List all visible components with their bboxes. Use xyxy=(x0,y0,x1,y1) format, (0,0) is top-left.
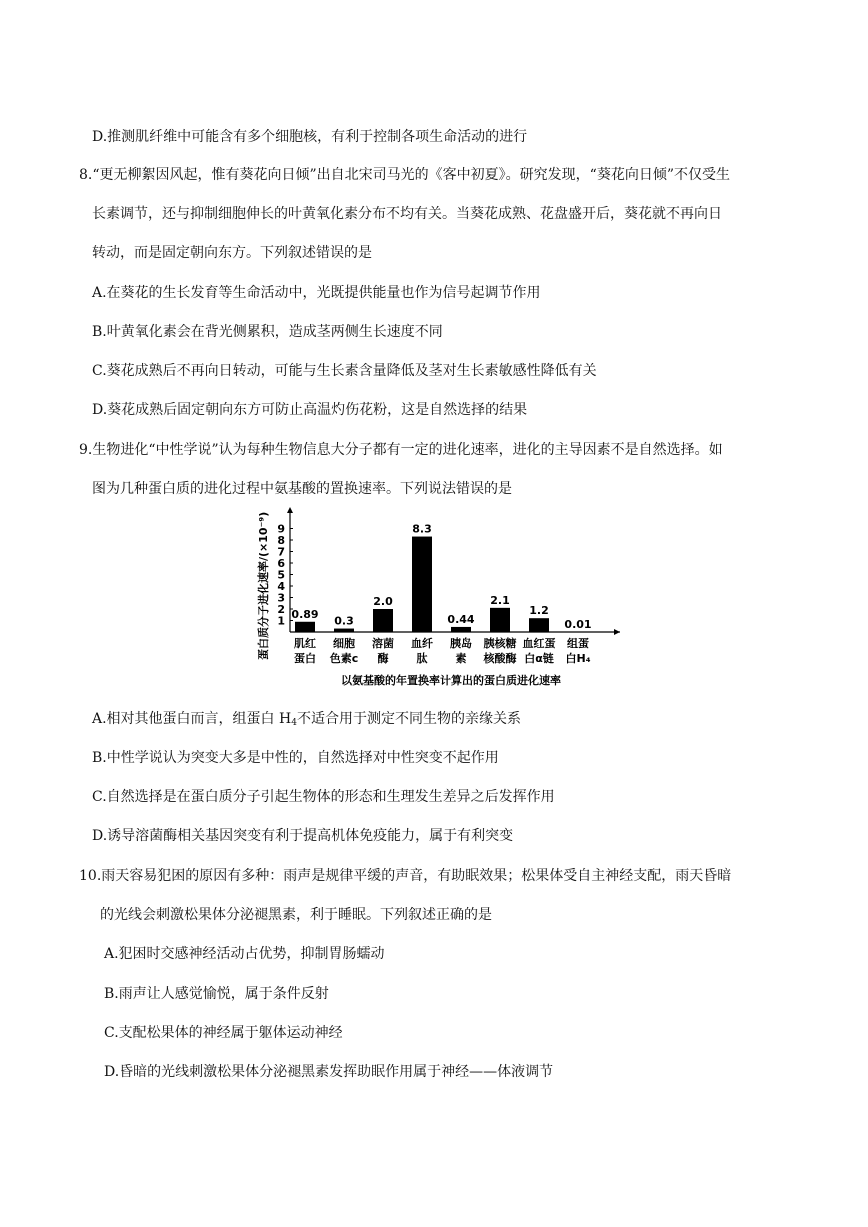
bar xyxy=(529,618,549,632)
bar-value-label: 0.89 xyxy=(291,607,319,621)
q8-stem-line-3: 转动，而是固定朝向东方。下列叙述错误的是 xyxy=(92,245,372,261)
y-axis-label xyxy=(256,512,270,660)
bar xyxy=(373,609,393,632)
bar xyxy=(451,627,471,632)
q8-option-b: B.叶黄氧化素会在背光侧累积，造成茎两侧生长速度不同 xyxy=(92,324,443,340)
q8-stem-line-2: 长素调节，还与抑制细胞伸长的叶黄氧化素分布不均有关。当葵花成熟、花盘盛开后，葵花就不再向日 xyxy=(92,206,722,222)
y-tick-label: 7 xyxy=(277,545,285,559)
bar xyxy=(568,632,588,633)
x-axis-caption: 以氨基酸的年置换率计算出的蛋白质进化速率 xyxy=(341,674,561,687)
x-category-label: 血纤 xyxy=(411,637,433,650)
x-category-label: 胰岛 xyxy=(450,637,472,650)
q9-option-c: C.自然选择是在蛋白质分子引起生物体的形态和生理发生差异之后发挥作用 xyxy=(92,789,555,805)
x-category-label: 组蛋 xyxy=(567,637,589,650)
q7-option-d: D.推测肌纤维中可能含有多个细胞核，有利于控制各项生命活动的进行 xyxy=(92,129,528,145)
x-category-label: 胰核糖 xyxy=(483,637,517,650)
q9-option-b: B.中性学说认为突变大多是中性的，自然选择对中性突变不起作用 xyxy=(92,750,499,766)
x-category-label: 肌红 xyxy=(294,637,316,650)
q9-stem-line-1: 9.生物进化“中性学说”认为每种生物信息大分子都有一定的进化速率，进化的主导因素不是自然选择。如 xyxy=(79,442,723,458)
bar-value-label: 0.44 xyxy=(447,612,475,626)
y-axis-arrow xyxy=(287,507,293,513)
y-tick-label: 2 xyxy=(277,603,285,616)
bar xyxy=(490,608,510,632)
y-tick-label: 8 xyxy=(277,534,285,547)
q10-option-c: C.支配松果体的神经属于躯体运动神经 xyxy=(104,1025,343,1041)
x-category-label: 核酸酶 xyxy=(483,652,517,665)
bar xyxy=(295,622,315,632)
q10-option-a: A.犯困时交感神经活动占优势，抑制胃肠蠕动 xyxy=(104,946,385,962)
bar xyxy=(334,629,354,632)
x-category-label: 蛋白 xyxy=(294,652,316,665)
x-category-label: 白H₄ xyxy=(565,652,591,665)
q8-option-a: A.在葵花的生长发育等生命活动中，光既提供能量也作为信号起调节作用 xyxy=(92,285,541,301)
y-tick-label: 3 xyxy=(277,591,285,605)
q9-option-a-text-end: 不适合用于测定不同生物的亲缘关系 xyxy=(296,711,521,727)
q10-stem-line-1: 10.雨天容易犯困的原因有多种：雨声是规律平缓的声音，有助眠效果；松果体受自主神经支配，雨天昏暗 xyxy=(79,868,732,884)
y-tick-label: 1 xyxy=(277,614,285,628)
x-category-label: 血红蛋 xyxy=(522,637,556,650)
q8-option-d: D.葵花成熟后固定朝向东方可防止高温灼伤花粉，这是自然选择的结果 xyxy=(92,402,528,418)
x-axis-arrow xyxy=(614,629,620,635)
q8-stem-line-1: 8.“更无柳絮因风起，惟有葵花向日倾”出自北宋司马光的《客中初夏》。研究发现，“葵花向日倾”不仅受生 xyxy=(79,167,730,183)
q10-option-d: D.昏暗的光线刺激松果体分泌褪黑素发挥助眠作用属于神经——体液调节 xyxy=(104,1064,554,1080)
x-category-label: 细胞 xyxy=(333,637,355,650)
q9-stem-line-2: 图为几种蛋白质的进化过程中氨基酸的置换速率。下列说法错误的是 xyxy=(92,481,512,497)
q10-stem-line-2: 的光线会刺激松果体分泌褪黑素，利于睡眠。下列叙述正确的是 xyxy=(100,907,492,923)
q8-option-c: C.葵花成熟后不再向日转动，可能与生长素含量降低及茎对生长素敏感性降低有关 xyxy=(92,363,597,379)
x-category-label: 肽 xyxy=(416,652,428,665)
y-tick-label: 4 xyxy=(277,580,285,593)
protein-evolution-rate-chart xyxy=(255,503,625,691)
x-category-label: 白α链 xyxy=(524,652,554,665)
q9-option-d: D.诱导溶菌酶相关基因突变有利于提高机体免疫能力，属于有利突变 xyxy=(92,828,514,844)
x-category-label: 色素c xyxy=(329,652,359,665)
chart-bars xyxy=(291,523,591,633)
x-axis-categories xyxy=(294,636,591,665)
x-category-label: 素 xyxy=(455,652,467,665)
y-tick-label: 5 xyxy=(277,568,285,582)
bar-value-label: 0.3 xyxy=(334,614,354,628)
x-category-label: 溶菌 xyxy=(372,637,394,650)
y-tick-label: 6 xyxy=(277,557,285,570)
q10-option-b: B.雨声让人感觉愉悦，属于条件反射 xyxy=(104,986,329,1002)
q9-option-a-text: A.相对其他蛋白而言，组蛋白 H xyxy=(92,711,292,727)
x-category-label: 酶 xyxy=(377,652,389,665)
bar-value-label: 8.3 xyxy=(412,522,432,536)
bar-value-label: 2.0 xyxy=(373,595,393,608)
bar xyxy=(412,537,432,632)
y-tick-label: 9 xyxy=(277,522,285,536)
bar-value-label: 2.1 xyxy=(490,593,510,607)
bar-value-label: 1.2 xyxy=(529,604,549,618)
y-axis-label-text: 蛋白质分子进化速率/(×10⁻⁹) xyxy=(257,511,270,660)
q9-option-a-subscript: 4 xyxy=(291,718,297,728)
q9-option-a xyxy=(92,709,521,733)
bar-value-label: 0.01 xyxy=(564,617,592,631)
